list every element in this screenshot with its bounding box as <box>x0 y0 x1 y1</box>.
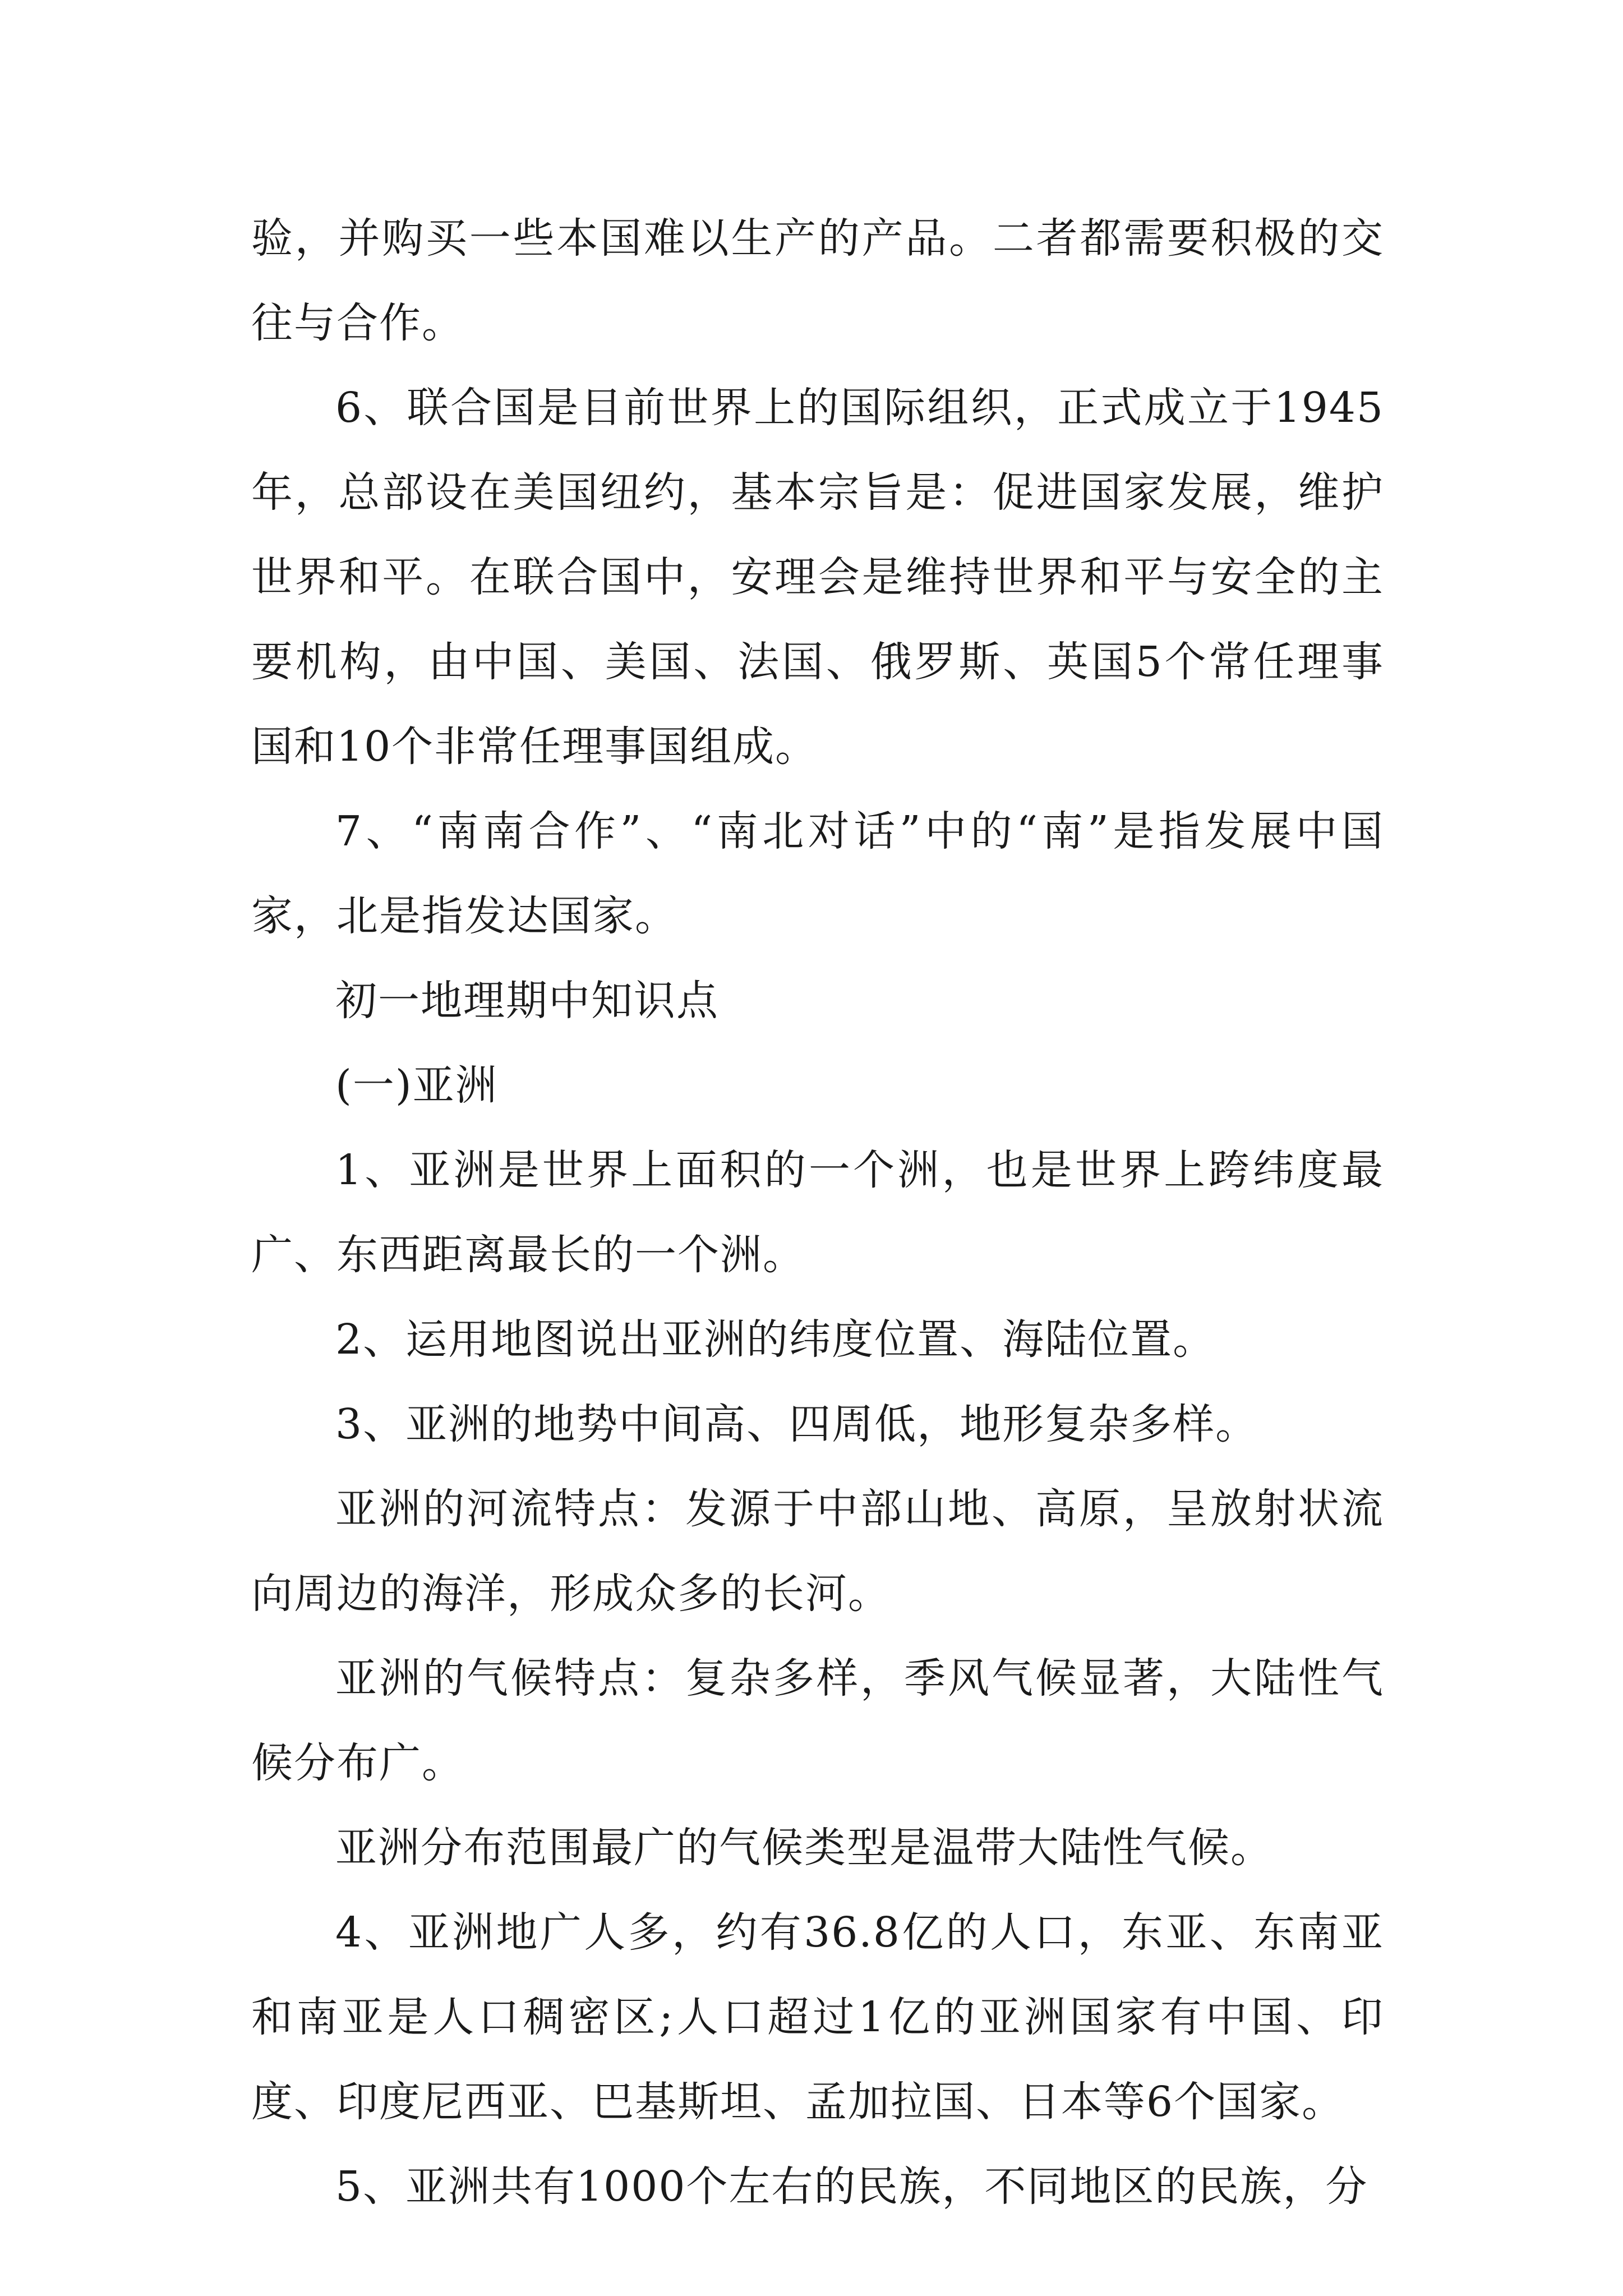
paragraph-11: 亚洲分布范围最广的气候类型是温带大陆性气候。 <box>335 1824 1273 1872</box>
paragraph-3: 7、“南南合作”、“南北对话”中的“南”是指发展中国家，北是指发达国家。 <box>251 807 1384 940</box>
section-heading: 初一地理期中知识点 <box>335 977 719 1025</box>
subsection-heading-asia: (一)亚洲 <box>335 1061 498 1110</box>
paragraph-2: 6、联合国是目前世界上的国际组织，正式成立于1945年，总部设在美国纽约，基本宗旨是：促进国家发展，维护世界和平。在联合国中，安理会是维持世界和平与安全的主要机构，由中国、美国、法国、俄罗斯、英国5个常任理事国和10个非常任理事国组成。 <box>251 384 1384 771</box>
paragraph-10: 亚洲的气候特点：复杂多样，季风气候显著，大陆性气候分布广。 <box>251 1654 1384 1787</box>
paragraph-9: 亚洲的河流特点：发源于中部山地、高原，呈放射状流向周边的海洋，形成众多的长河。 <box>251 1485 1384 1618</box>
paragraph-1: 验，并购买一些本国难以生产的产品。二者都需要积极的交往与合作。 <box>251 214 1384 347</box>
document-body <box>251 196 1384 2229</box>
paragraph-13: 5、亚洲共有1000个左右的民族，不同地区的民族，分 <box>335 2162 1368 2211</box>
paragraph-7: 2、运用地图说出亚洲的纬度位置、海陆位置。 <box>335 1315 1216 1364</box>
paragraph-12: 4、亚洲地广人多，约有36.8亿的人口，东亚、东南亚和南亚是人口稠密区;人口超过1亿的亚洲国家有中国、印度、印度尼西亚、巴基斯坦、孟加拉国、日本等6个国家。 <box>251 1908 1384 2126</box>
paragraph-8: 3、亚洲的地势中间高、四周低，地形复杂多样。 <box>335 1400 1258 1448</box>
paragraph-6: 1、亚洲是世界上面积的一个洲，也是世界上跨纬度最广、东西距离最长的一个洲。 <box>251 1146 1384 1279</box>
